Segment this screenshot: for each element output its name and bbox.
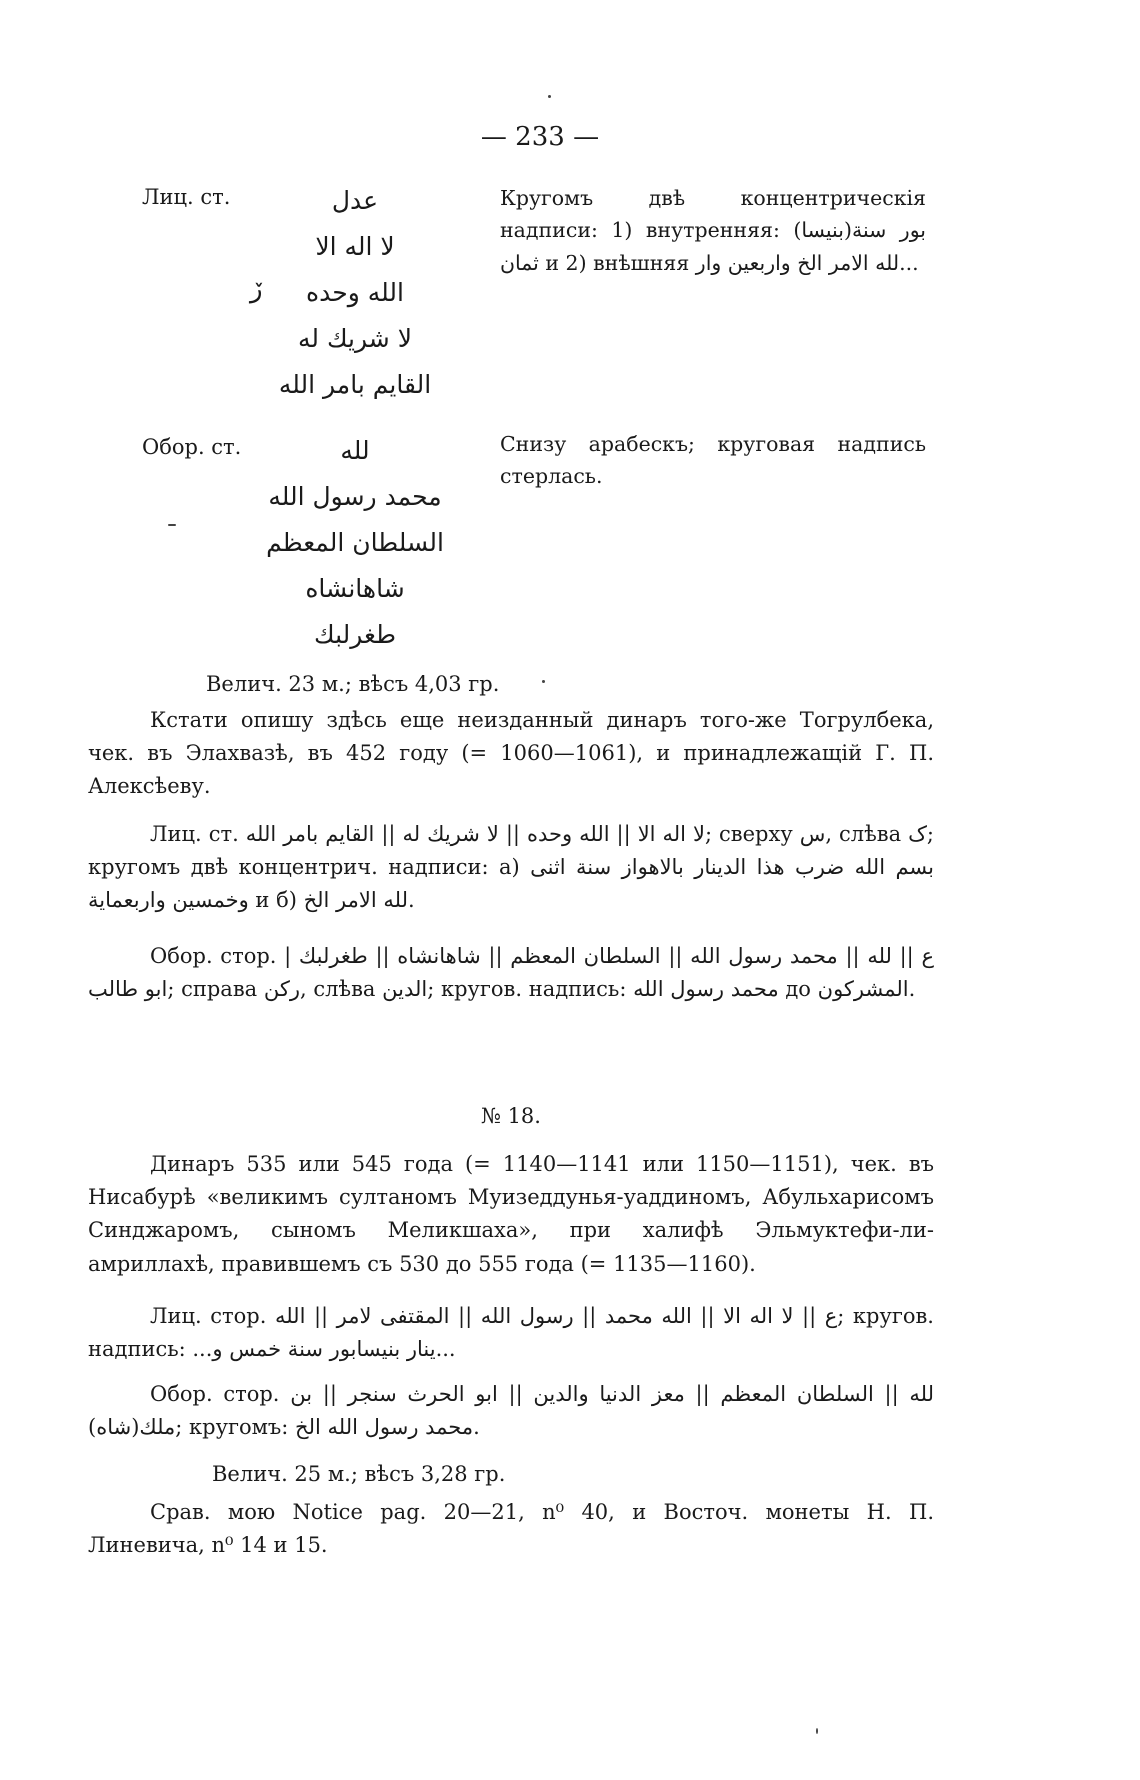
reverse-line-5: طغرلبك: [314, 620, 396, 649]
reverse-legend: [250, 428, 460, 658]
paragraph-dinar-18: Динаръ 535 или 545 года (= 1140—1141 или 1150—1151), чек. въ Нисабурѣ «великимъ султаномъ Муизеддунья-уаддиномъ, Абульхарисомъ Синджаромъ, сыномъ Меликшаха», при халифѣ Эльмуктефи-ли-амриллахѣ, правившемъ съ 530 до 555 года (= 1135—1160).: [88, 1152, 934, 1276]
obverse-label: Лиц. ст.: [142, 185, 231, 209]
page-number: — 233 —: [480, 122, 600, 152]
paragraph-comparison: Срав. мою Notice pag. 20—21, n⁰ 40, и Восточ. монеты Н. П. Линевича, n⁰ 14 и 15.: [88, 1500, 934, 1558]
paragraph-obverse-18: Лиц. стор. ع || لا اله الا || الله محمد || رسول الله || المقتفى لامر || الله; кругов. надпись: ...ينار بنيسابور سنة خمس و...: [88, 1304, 934, 1362]
reverse-label: Обор. ст.: [142, 435, 242, 459]
reverse-line-1: لله: [340, 436, 370, 465]
obverse-line-2: لا اله الا: [315, 232, 395, 261]
obverse-line-4: لا شريك له: [298, 324, 412, 353]
obverse-note: Кругомъ двѣ концентрическія надписи: 1) внутренняя: (بنيسا)بور سنة ثمان и 2) внѣшняя لله الامر الخ واربعين وار...: [500, 186, 926, 275]
scan-speck: [816, 1728, 818, 1734]
obverse-legend: [250, 178, 460, 408]
reverse-line-4: شاهانشاه: [305, 574, 405, 603]
reverse-line-2: محمد رسول الله: [268, 482, 442, 511]
section-number: № 18.: [481, 1104, 541, 1128]
scan-speck: [542, 680, 545, 683]
obverse-side-mark: ڒ: [250, 274, 263, 304]
obverse-line-5: القايم بامر الله: [278, 370, 432, 399]
size-weight-2: Велич. 25 м.; вѣсъ 3,28 гр.: [212, 1462, 506, 1486]
scan-speck: [168, 524, 176, 526]
paragraph-reverse-description: Обор. стор. ع || لله || محمد رسول الله || السلطان المعظم || شاهانشاه || طغرلبك | ابو طالب; справа ركن, слѣва الدين; кругов. надпись: محمد رسول الله до المشركون.: [88, 944, 934, 1002]
scan-speck: [548, 95, 551, 98]
size-weight-1: Велич. 23 м.; вѣсъ 4,03 гр.: [206, 672, 500, 696]
obverse-line-3: الله وحده: [306, 278, 404, 307]
obverse-line-1: عدل: [331, 186, 379, 215]
paragraph-unpublished-dinar: Кстати опишу здѣсь еще неизданный динаръ того-же Тогрулбека, чек. въ Элахвазѣ, въ 452 году (= 1060—1061), и принадлежащій Г. П. Алексѣеву.: [88, 708, 934, 799]
paragraph-obverse-description: Лиц. ст. لا اله الا || الله وحده || لا شريك له || القايم بامر الله; сверху س, слѣва ک; кругомъ двѣ концентрич. надписи: а) بسم الله ضرب هذا الدينار بالاهواز سنة اثنى وخمسين واربعماية и б) لله الامر الخ.: [88, 822, 935, 913]
paragraph-reverse-18: Обор. стор. لله || السلطان المعظم || معز الدنيا والدين || ابو الحرث سنجر || بن ملك(شاه); кругомъ: محمد رسول الله الخ.: [88, 1382, 934, 1440]
reverse-line-3: السلطان المعظم: [266, 528, 444, 557]
reverse-note: Снизу арабескъ; круговая надпись стерлась.: [500, 432, 926, 489]
